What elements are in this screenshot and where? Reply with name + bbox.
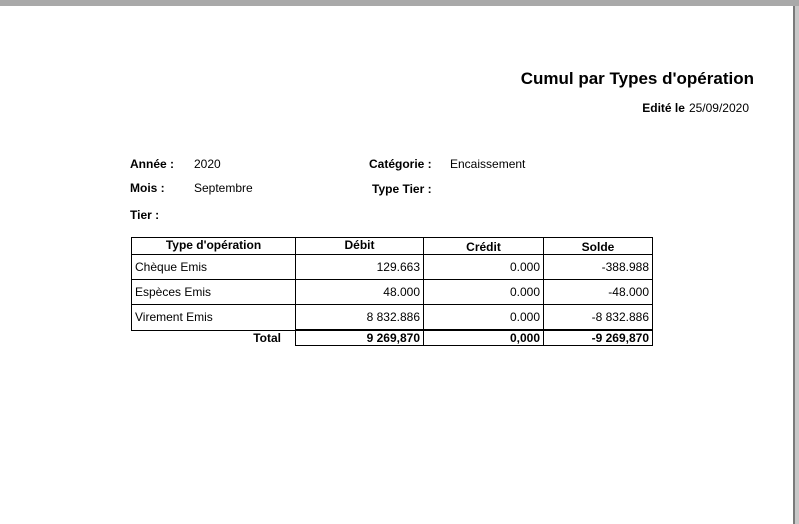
table-row [132,305,653,331]
cell-credit: 0.000 [424,280,544,305]
total-solde: -9 269,870 [544,330,653,346]
col-header-solde: Solde [544,238,653,255]
page-shadow [795,6,799,524]
total-debit: 9 269,870 [296,330,424,346]
total-label: Total [253,331,281,345]
cell-solde: -48.000 [544,280,653,305]
annee-value: 2020 [194,157,221,171]
cell-debit: 8 832.886 [296,305,424,331]
cell-debit: 129.663 [296,255,424,280]
cell-solde: -8 832.886 [544,305,653,331]
edited-date-line [642,101,749,115]
table-row [132,255,653,280]
col-header-type: Type d'opération [132,238,296,255]
mois-value: Septembre [194,181,253,195]
cell-credit: 0.000 [424,305,544,331]
report-title: Cumul par Types d'opération [520,69,754,88]
cell-type: Chèque Emis [132,255,296,280]
operations-table [131,237,653,346]
total-credit: 0,000 [424,330,544,346]
cell-debit: 48.000 [296,280,424,305]
col-header-debit: Débit [296,238,424,255]
edited-label: Edité le [642,101,685,115]
type-tier-label: Type Tier : [372,182,432,196]
mois-label: Mois : [130,181,165,195]
categorie-value: Encaissement [450,157,526,171]
edited-date: 25/09/2020 [688,101,749,115]
annee-label: Année : [130,157,175,171]
categorie-label: Catégorie : [369,157,432,171]
table-row [132,280,653,305]
cell-solde: -388.988 [544,255,653,280]
table-header-row [132,238,653,255]
tier-label: Tier : [130,208,160,222]
cell-type: Virement Emis [132,305,296,331]
cell-credit: 0.000 [424,255,544,280]
col-header-credit: Crédit [424,238,544,255]
cell-type: Espèces Emis [132,280,296,305]
total-row [132,330,653,346]
